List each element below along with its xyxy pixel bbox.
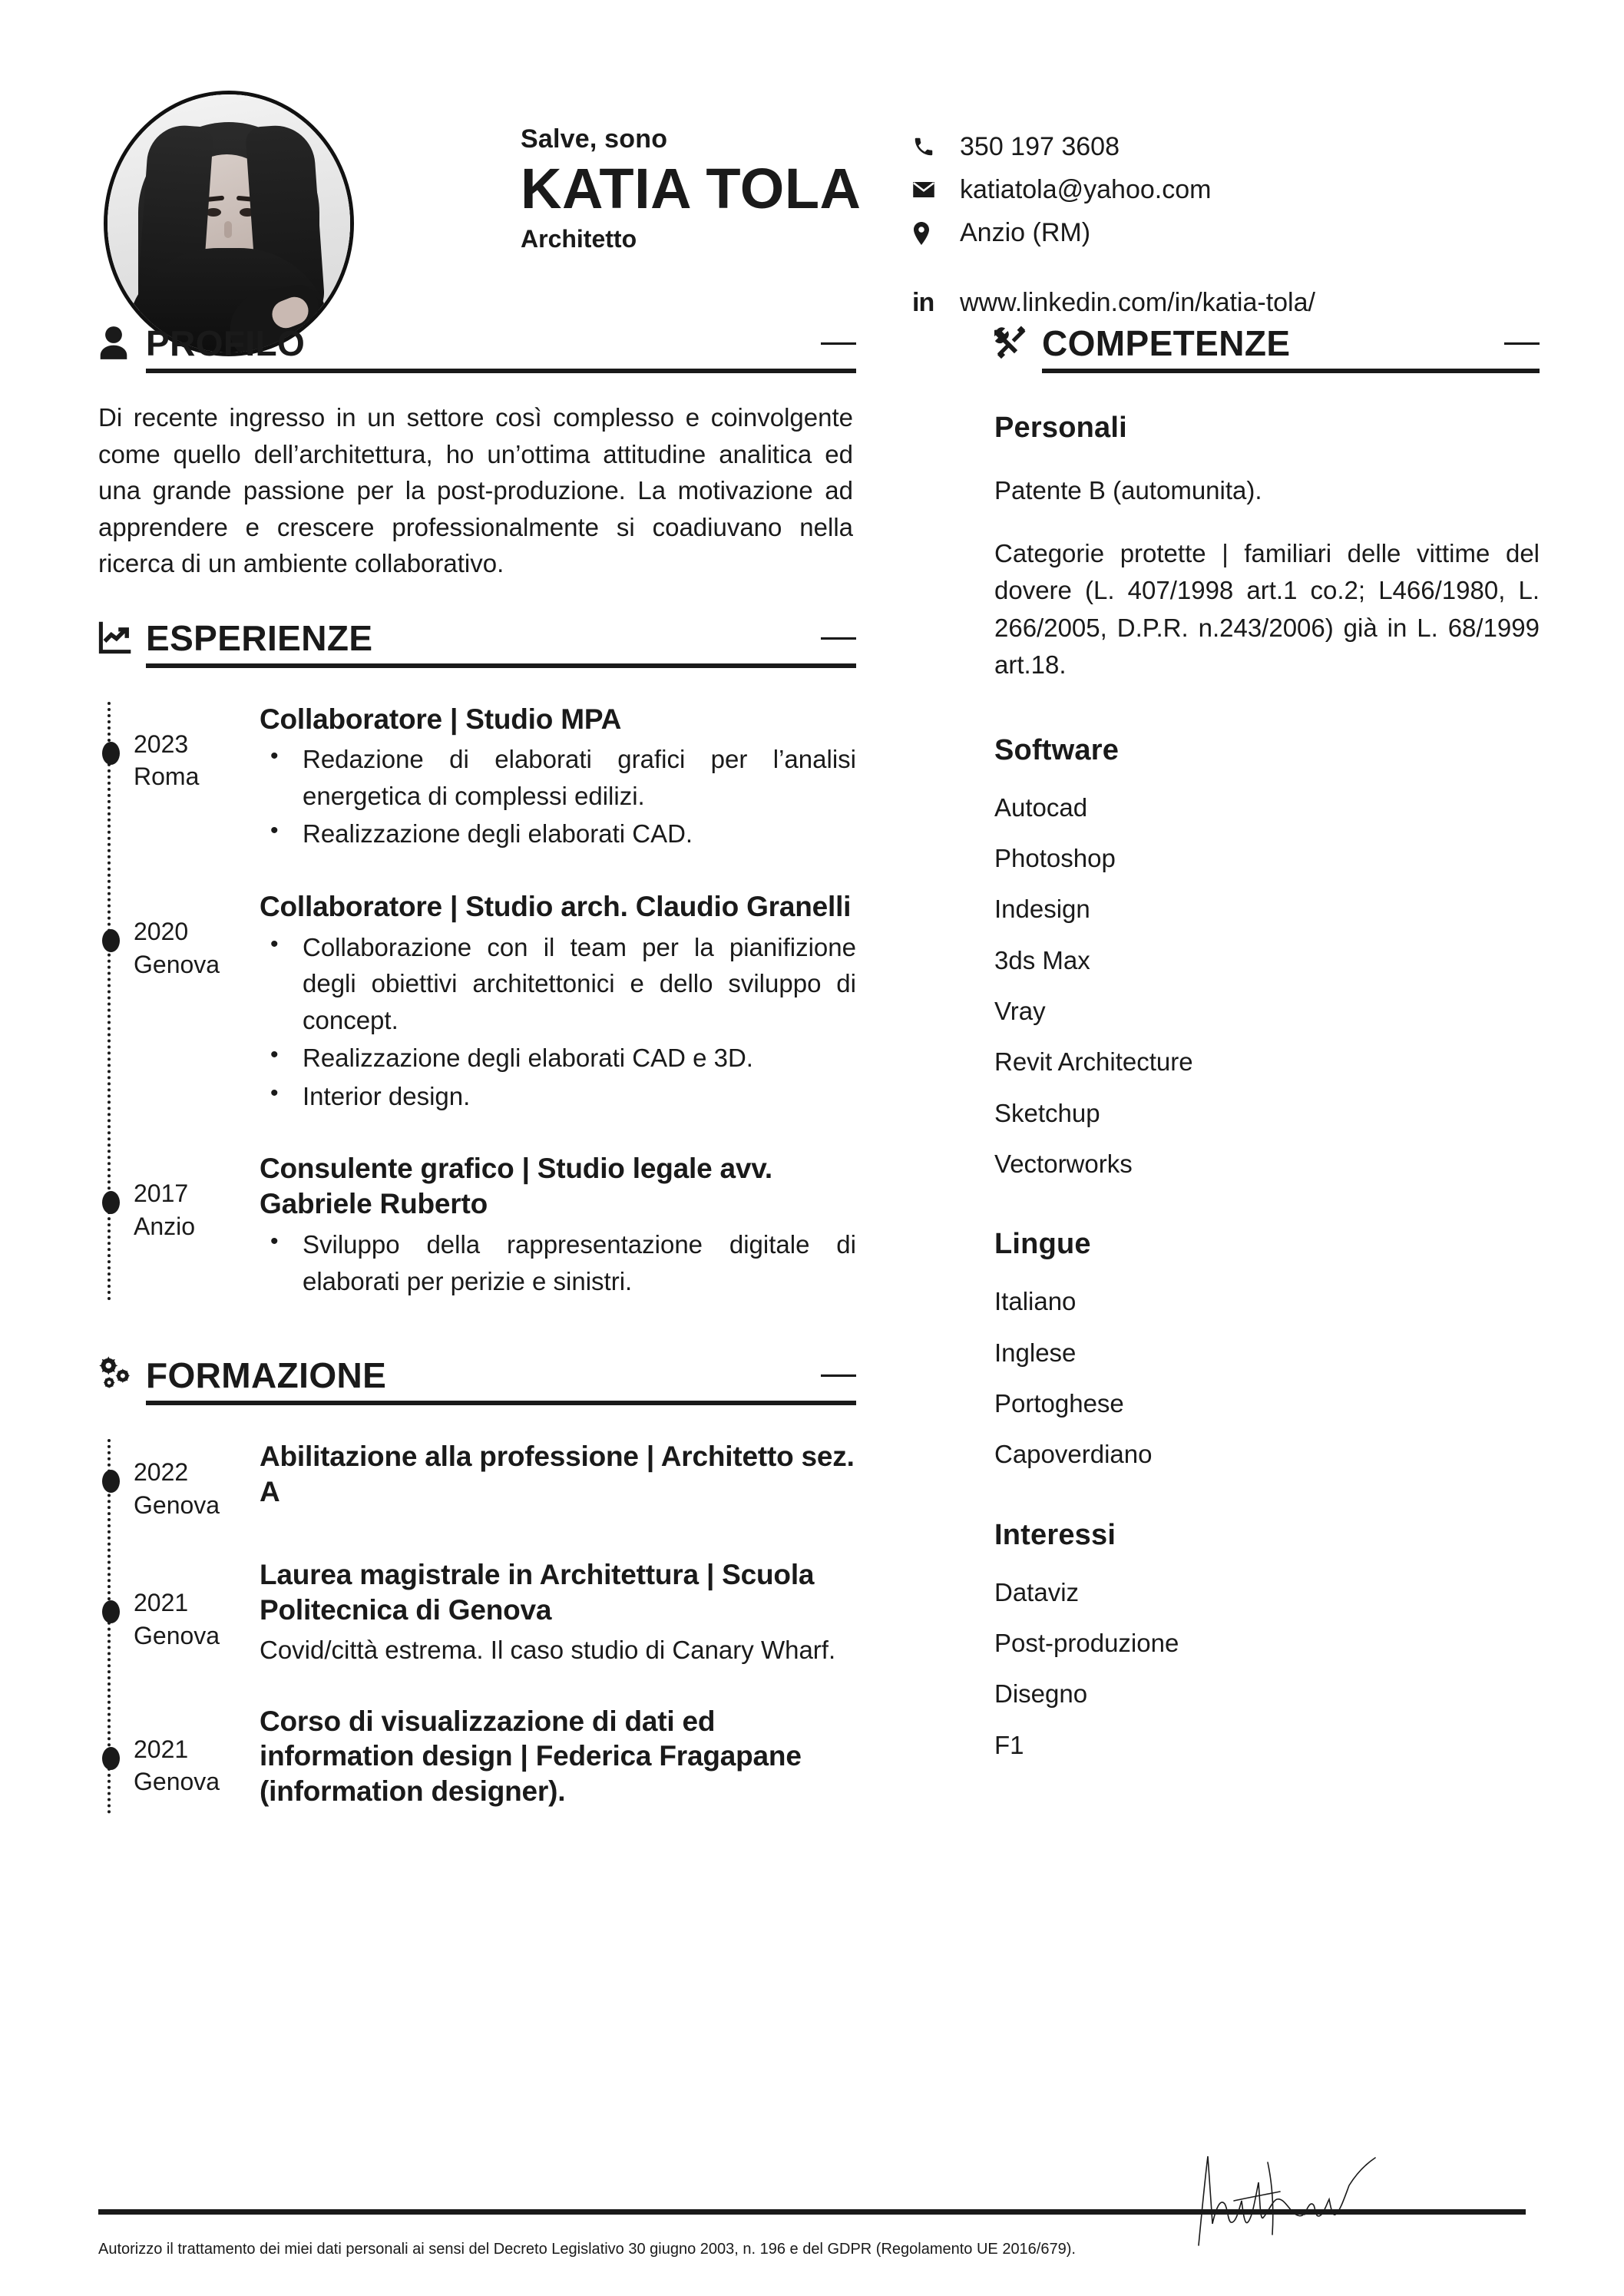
esperienze-collapse-icon[interactable]: —	[821, 614, 856, 655]
avatar-wrapper	[98, 91, 359, 356]
list-item: Vray	[994, 997, 1046, 1026]
education-year: 2021	[134, 1588, 189, 1616]
location-pin-icon	[912, 222, 943, 245]
list-item: F1	[994, 1730, 1024, 1759]
job-title: Architetto	[521, 225, 637, 253]
list-item: Autocad	[994, 792, 1088, 822]
tools-icon	[994, 326, 1042, 361]
contact-block	[912, 91, 1315, 328]
education-body	[255, 1439, 856, 1522]
timeline-dot	[102, 742, 120, 765]
list-item: Post-produzione	[994, 1628, 1179, 1657]
envelope-icon	[912, 180, 943, 199]
contact-email[interactable]	[912, 172, 1315, 207]
contact-location[interactable]	[912, 215, 1315, 250]
experience-item	[101, 702, 856, 854]
experience-title: Consulente grafico | Studio legale avv. Gabriele Ruberto	[260, 1153, 773, 1220]
education-item	[101, 1557, 856, 1669]
esperienze-rule	[146, 663, 856, 668]
esperienze-header	[98, 614, 856, 658]
education-place: Genova	[134, 1621, 220, 1649]
location-value: Anzio (RM)	[960, 218, 1091, 248]
esperienze-title: ESPERIENZE	[146, 617, 373, 658]
section-esperienze	[98, 614, 856, 1302]
experience-year: 2017	[134, 1179, 189, 1208]
profilo-title: PROFILO	[146, 323, 306, 363]
list-item: Sketchup	[994, 1098, 1100, 1127]
timeline-dot	[102, 1600, 120, 1623]
competenze-rule	[1042, 369, 1540, 373]
education-title: Abilitazione alla professione | Architetto sez. A	[260, 1441, 855, 1508]
experience-place: Anzio	[134, 1213, 196, 1241]
list-item: Italiano	[994, 1287, 1077, 1316]
timeline-dot	[102, 1747, 120, 1770]
experience-year: 2020	[134, 918, 189, 945]
section-formazione	[98, 1352, 856, 1814]
experience-bullets	[260, 1226, 856, 1299]
education-year: 2021	[134, 1735, 189, 1763]
interessi-list	[994, 1577, 1540, 1759]
experience-year: 2023	[134, 729, 189, 758]
formazione-title: FORMAZIONE	[146, 1355, 387, 1396]
list-item: Vectorworks	[994, 1150, 1133, 1179]
linkedin-icon: in	[912, 287, 934, 317]
profilo-rule	[146, 369, 856, 373]
cv-header	[0, 0, 1624, 323]
personali-heading: Personali	[994, 412, 1127, 444]
education-item	[101, 1704, 856, 1815]
full-name: KATIA TOLA	[521, 157, 862, 220]
chart-trend-up-icon	[98, 620, 146, 656]
phone-icon	[912, 135, 943, 158]
software-heading: Software	[994, 733, 1120, 766]
list-item: Inglese	[994, 1338, 1077, 1367]
profilo-text: Di recente ingresso in un settore così complesso e coinvolgente come quello dell’architettura, ho un’ottima attitudine analitica ed una grande passione per la post-produzione. La motivazione ad apprendere e crescere professionalmente si coadiuvano nella ricerca di un ambiente collaborativo.	[98, 403, 853, 578]
privacy-consent-text: Autorizzo il trattamento dei miei dati personali ai sensi del Decreto Legislativo 30 giugno 2003, n. 196 e del GDPR (Regolamento UE 2016/679).	[98, 2241, 1076, 2258]
experience-item	[101, 1151, 856, 1301]
education-meta	[101, 1557, 255, 1669]
list-item: Revit Architecture	[994, 1047, 1193, 1077]
formazione-rule	[146, 1401, 856, 1405]
name-block	[359, 91, 912, 253]
contact-phone[interactable]	[912, 129, 1315, 164]
education-place: Genova	[134, 1768, 220, 1796]
person-icon	[98, 326, 146, 361]
list-item: Indesign	[994, 895, 1090, 924]
list-item: Dataviz	[994, 1577, 1080, 1606]
experience-body	[255, 889, 856, 1116]
avatar	[104, 91, 354, 356]
right-column	[879, 320, 1624, 1814]
experience-body	[255, 1151, 856, 1301]
email-value: katiatola@yahoo.com	[960, 175, 1212, 205]
formazione-timeline	[98, 1439, 856, 1814]
list-item: Photoshop	[994, 844, 1116, 873]
timeline-dot	[102, 1191, 120, 1214]
esperienze-timeline	[98, 702, 856, 1302]
linkedin-value: www.linkedin.com/in/katia-tola/	[960, 287, 1315, 317]
list-item: • Realizzazione degli elaborati CAD.	[260, 816, 856, 852]
experience-body	[255, 702, 856, 854]
lingue-list	[994, 1289, 1540, 1467]
experience-meta	[101, 889, 255, 1116]
list-item: • Collaborazione con il team per la pianifizione degli obiettivi architettonici e dello sviluppo di concept.	[260, 929, 856, 1039]
left-column	[0, 320, 879, 1814]
portrait-photo	[107, 94, 350, 352]
education-meta	[101, 1704, 255, 1815]
experience-place: Genova	[134, 950, 220, 978]
personali-paragraph: Categorie protette | familiari delle vittime del dovere (L. 407/1998 art.1 co.2; L466/1980, L. 266/2005, D.P.R. n.243/2006) già in L. 68/1999 art.18.	[994, 539, 1540, 679]
experience-bullets	[260, 929, 856, 1115]
education-meta	[101, 1439, 255, 1522]
experience-title: Collaboratore | Studio MPA	[260, 703, 622, 735]
education-detail: Covid/città estrema. Il caso studio di Canary Wharf.	[260, 1635, 836, 1664]
education-body	[255, 1704, 856, 1815]
lingue-heading: Lingue	[994, 1228, 1091, 1261]
signature	[1188, 2144, 1388, 2251]
list-item: • Realizzazione degli elaborati CAD e 3D.	[260, 1040, 856, 1077]
interessi-heading: Interessi	[994, 1518, 1116, 1551]
list-item: Portoghese	[994, 1388, 1124, 1418]
education-title: Corso di visualizzazione di dati ed information design | Federica Fragapane (information designer).	[260, 1705, 802, 1808]
greeting-text: Salve, sono	[521, 124, 668, 154]
competenze-collapse-icon[interactable]: —	[1504, 320, 1540, 360]
cv-footer	[98, 2209, 1526, 2259]
list-item: 3ds Max	[994, 945, 1090, 974]
list-item: • Sviluppo della rappresentazione digitale di elaborati per perizie e sinistri.	[260, 1226, 856, 1299]
list-item: • Interior design.	[260, 1078, 856, 1115]
phone-value: 350 197 3608	[960, 132, 1120, 161]
timeline-dot	[102, 1470, 120, 1493]
gears-icon	[98, 1356, 146, 1393]
section-competenze	[994, 320, 1540, 1759]
education-body	[255, 1557, 856, 1669]
competenze-title: COMPETENZE	[1042, 323, 1291, 363]
formazione-header	[98, 1352, 856, 1396]
list-item: Capoverdiano	[994, 1440, 1153, 1469]
contact-linkedin[interactable]	[912, 285, 1315, 320]
education-item	[101, 1439, 856, 1522]
experience-place: Roma	[134, 763, 200, 791]
timeline-dot	[102, 929, 120, 952]
list-item: Disegno	[994, 1679, 1088, 1709]
experience-item	[101, 889, 856, 1116]
experience-meta	[101, 1151, 255, 1301]
columns	[0, 320, 1624, 1814]
education-title: Laurea magistrale in Architettura | Scuola Politecnica di Genova	[260, 1558, 815, 1626]
profilo-header	[98, 320, 856, 363]
personali-paragraph: Patente B (automunita).	[994, 476, 1262, 505]
section-profilo	[98, 320, 856, 582]
list-item: • Redazione di elaborati grafici per l’analisi energetica di complessi edilizi.	[260, 741, 856, 814]
profilo-collapse-icon[interactable]: —	[821, 320, 856, 360]
experience-meta	[101, 702, 255, 854]
formazione-collapse-icon[interactable]: —	[821, 1352, 856, 1393]
experience-title: Collaboratore | Studio arch. Claudio Granelli	[260, 891, 852, 922]
education-place: Genova	[134, 1491, 220, 1520]
software-list	[994, 792, 1540, 1179]
competenze-header	[994, 320, 1540, 363]
education-year: 2022	[134, 1458, 189, 1487]
experience-bullets	[260, 741, 856, 852]
